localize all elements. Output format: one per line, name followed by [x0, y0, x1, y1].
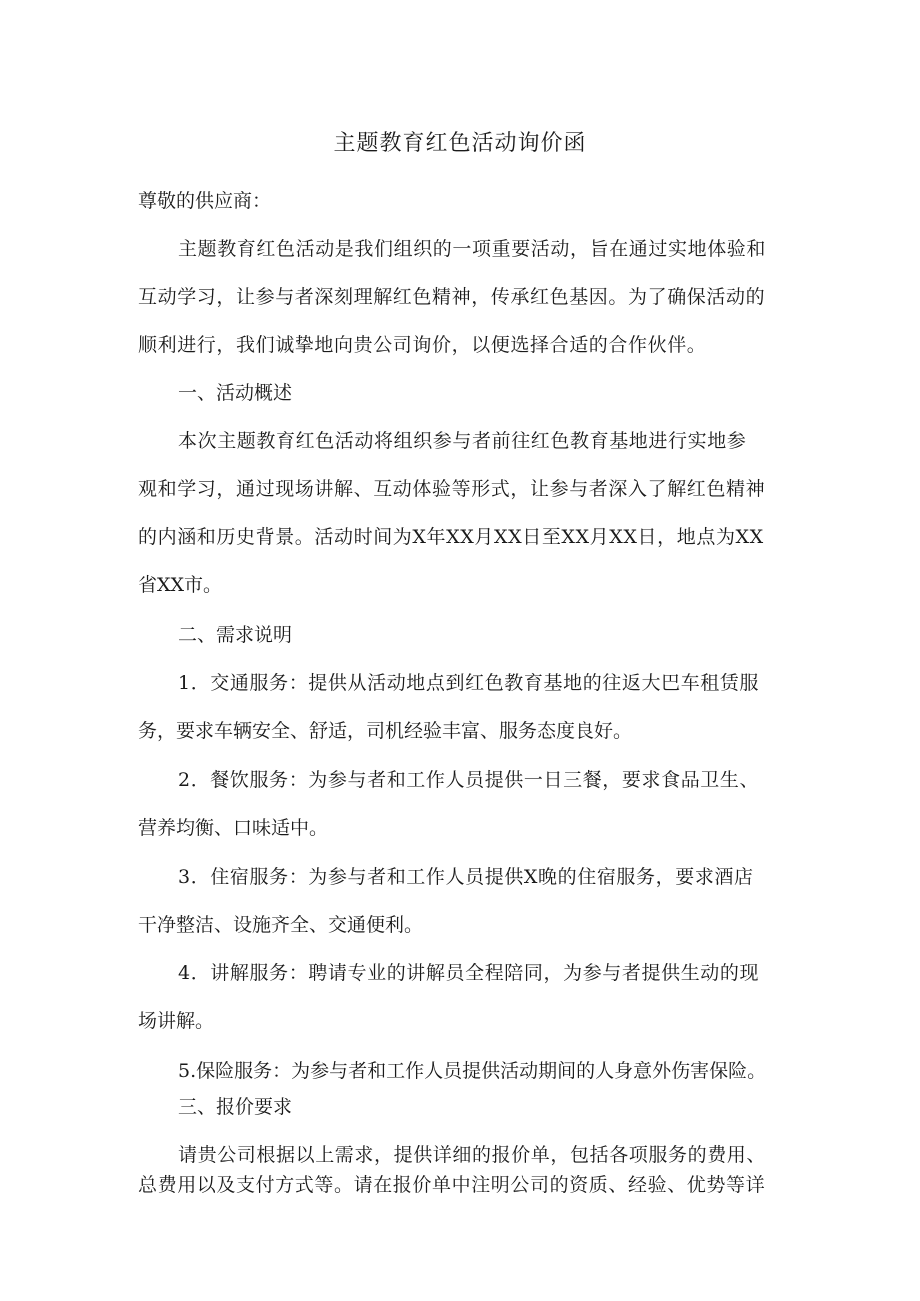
- item3-line-1: 3．住宿服务：为参与者和工作人员提供X晚的住宿服务，要求酒店: [178, 866, 754, 888]
- section1-line-3: 的内涵和历史背景。活动时间为X年XX月XX日至XX月XX日，地点为XX: [138, 526, 764, 548]
- section1-line-2: 观和学习，通过现场讲解、互动体验等形式，让参与者深入了解红色精神: [138, 478, 766, 500]
- item1-line-2: 务，要求车辆安全、舒适，司机经验丰富、服务态度良好。: [138, 720, 633, 742]
- intro-line-2: 互动学习，让参与者深刻理解红色精神，传承红色基因。为了确保活动的: [138, 286, 766, 308]
- item2-line-1: 2．餐饮服务：为参与者和工作人员提供一日三餐，要求食品卫生、: [178, 769, 760, 791]
- item3-line-2: 干净整洁、设施齐全、交通便利。: [138, 914, 424, 936]
- item4-line-2: 场讲解。: [138, 1010, 215, 1032]
- section1-line-4: 省XX市。: [138, 574, 223, 596]
- section3-line-2: 总费用以及支付方式等。请在报价单中注明公司的资质、经验、优势等详: [138, 1174, 766, 1196]
- item5-line: 5.保险服务：为参与者和工作人员提供活动期间的人身意外伤害保险。: [178, 1060, 767, 1082]
- intro-line-1: 主题教育红色活动是我们组织的一项重要活动，旨在通过实地体验和: [178, 238, 767, 260]
- section3-line-1: 请贵公司根据以上需求，提供详细的报价单，包括各项服务的费用、: [178, 1144, 767, 1166]
- salutation: 尊敬的供应商：: [138, 190, 272, 212]
- item2-line-2: 营养均衡、口味适中。: [138, 817, 329, 839]
- section3-heading: 三、报价要求: [178, 1096, 293, 1118]
- item4-line-1: 4．讲解服务：聘请专业的讲解员全程陪同，为参与者提供生动的现: [178, 962, 760, 984]
- section1-line-1: 本次主题教育红色活动将组织参与者前往红色教育基地进行实地参: [178, 430, 747, 452]
- document-title: 主题教育红色活动询价函: [333, 131, 587, 156]
- section1-heading: 一、活动概述: [178, 382, 293, 404]
- intro-line-3: 顺利进行，我们诚挚地向贵公司询价，以便选择合适的合作伙伴。: [138, 334, 707, 356]
- item1-line-1: 1．交通服务：提供从活动地点到红色教育基地的往返大巴车租赁服: [178, 672, 760, 694]
- section2-heading: 二、需求说明: [178, 624, 293, 646]
